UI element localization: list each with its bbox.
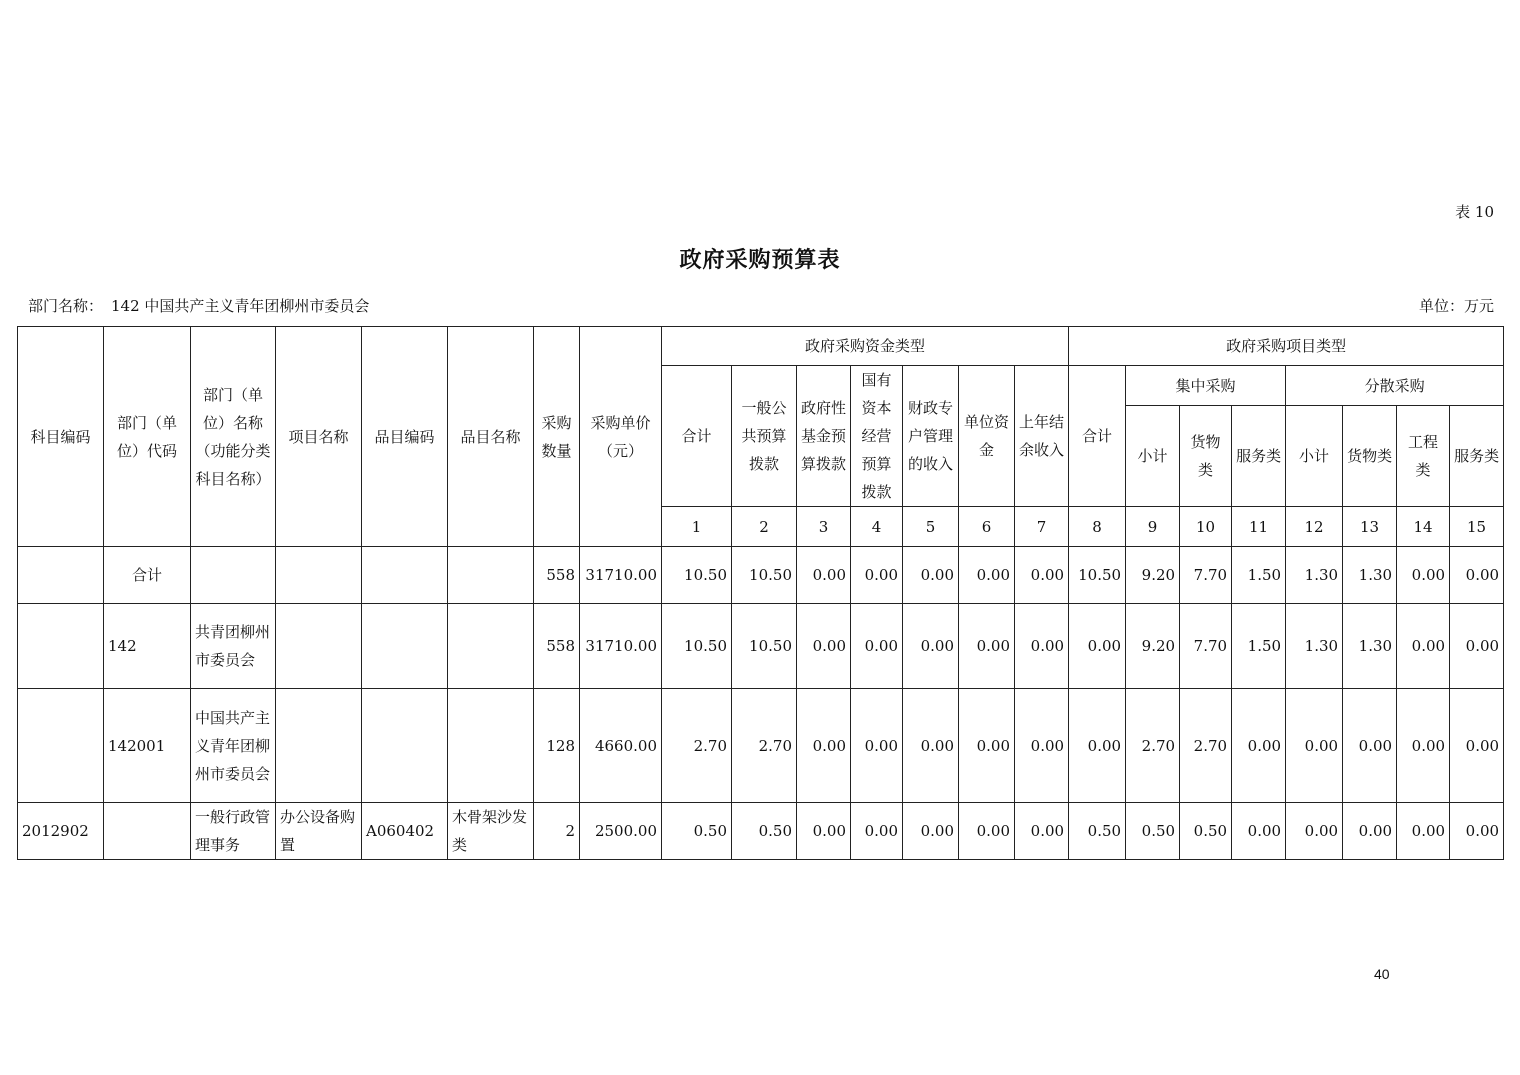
header-fund-type-group: 政府采购资金类型 [662, 327, 1069, 366]
cell-item-name [448, 547, 534, 604]
header-project-type-group: 政府采购项目类型 [1069, 327, 1504, 366]
cell-unit-price: 31710.00 [580, 604, 662, 689]
cell-value: 0.00 [1286, 803, 1343, 860]
cell-item-name [448, 604, 534, 689]
column-number: 6 [959, 507, 1015, 547]
cell-dept-name: 一般行政管理事务 [191, 803, 276, 860]
cell-value: 0.00 [1286, 689, 1343, 803]
header-centralized: 集中采购 [1126, 366, 1286, 406]
table-row-total [18, 547, 1504, 604]
cell-value: 1.30 [1286, 604, 1343, 689]
cell-value: 0.00 [1450, 547, 1504, 604]
cell-value: 10.50 [662, 604, 732, 689]
cell-value: 0.00 [1015, 689, 1069, 803]
cell-value: 0.50 [1126, 803, 1180, 860]
page-title: 政府采购预算表 [679, 247, 841, 273]
cell-value: 1.50 [1232, 604, 1286, 689]
cell-project-name [276, 547, 362, 604]
cell-value: 10.50 [732, 547, 797, 604]
header-prev-balance: 上年结余收入 [1015, 366, 1069, 507]
cell-subject-code [18, 689, 104, 803]
cell-quantity: 558 [534, 604, 580, 689]
column-number: 15 [1450, 507, 1504, 547]
column-number: 14 [1397, 507, 1450, 547]
header-d-engineering: 工程类 [1397, 406, 1450, 507]
cell-item-code [362, 689, 448, 803]
cell-dept-name: 中国共产主义青年团柳州市委员会 [191, 689, 276, 803]
cell-value: 1.30 [1343, 604, 1397, 689]
header-d-goods: 货物类 [1343, 406, 1397, 507]
cell-value: 0.00 [797, 803, 851, 860]
column-number: 1 [662, 507, 732, 547]
header-c-goods: 货物类 [1180, 406, 1232, 507]
header-dept-code: 部门（单位）代码 [104, 327, 191, 547]
cell-item-code [362, 547, 448, 604]
cell-item-code: A060402 [362, 803, 448, 860]
column-number: 3 [797, 507, 851, 547]
cell-value: 0.00 [851, 803, 903, 860]
cell-unit-price: 31710.00 [580, 547, 662, 604]
column-number: 11 [1232, 507, 1286, 547]
unit-label: 单位：万元 [1418, 297, 1494, 315]
cell-dept-code: 142001 [104, 689, 191, 803]
column-number: 13 [1343, 507, 1397, 547]
cell-item-name [448, 689, 534, 803]
table-row [18, 689, 1504, 803]
cell-value: 0.00 [1015, 604, 1069, 689]
cell-value: 0.00 [1069, 604, 1126, 689]
cell-value: 10.50 [662, 547, 732, 604]
header-decentralized: 分散采购 [1286, 366, 1504, 406]
cell-value: 0.00 [1450, 689, 1504, 803]
cell-quantity: 558 [534, 547, 580, 604]
cell-quantity: 128 [534, 689, 580, 803]
header-project-total: 合计 [1069, 366, 1126, 507]
header-gov-fund: 政府性基金预算拨款 [797, 366, 851, 507]
department-line [28, 295, 377, 316]
cell-value: 0.00 [1343, 689, 1397, 803]
cell-value: 1.50 [1232, 547, 1286, 604]
column-number: 9 [1126, 507, 1180, 547]
cell-item-name: 木骨架沙发类 [448, 803, 534, 860]
cell-value: 2.70 [1126, 689, 1180, 803]
header-c-services: 服务类 [1232, 406, 1286, 507]
cell-subject-code [18, 604, 104, 689]
cell-value: 0.00 [797, 547, 851, 604]
table-row [18, 803, 1504, 860]
cell-dept-name: 共青团柳州市委员会 [191, 604, 276, 689]
column-number: 5 [903, 507, 959, 547]
header-general-budget: 一般公共预算拨款 [732, 366, 797, 507]
cell-subject-code: 2012902 [18, 803, 104, 860]
cell-value: 0.00 [851, 604, 903, 689]
column-number: 10 [1180, 507, 1232, 547]
header-fund-total: 合计 [662, 366, 732, 507]
table-number: 表 10 [1455, 203, 1494, 221]
cell-dept-code [104, 803, 191, 860]
cell-value: 0.00 [1397, 689, 1450, 803]
cell-dept-name [191, 547, 276, 604]
department-name: 142 中国共产主义青年团柳州市委员会 [111, 297, 370, 315]
header-d-subtotal: 小计 [1286, 406, 1343, 507]
header-c-subtotal: 小计 [1126, 406, 1180, 507]
cell-value: 10.50 [732, 604, 797, 689]
cell-subject-code [18, 547, 104, 604]
cell-value: 0.50 [732, 803, 797, 860]
cell-value: 9.20 [1126, 547, 1180, 604]
cell-value: 1.30 [1343, 547, 1397, 604]
cell-value: 0.00 [1343, 803, 1397, 860]
cell-unit-price: 4660.00 [580, 689, 662, 803]
header-item-code: 品目编码 [362, 327, 448, 547]
cell-value: 7.70 [1180, 604, 1232, 689]
cell-value: 0.00 [903, 803, 959, 860]
cell-project-name [276, 689, 362, 803]
table-row [18, 604, 1504, 689]
cell-value: 0.00 [1232, 803, 1286, 860]
cell-item-code [362, 604, 448, 689]
cell-value: 0.50 [1069, 803, 1126, 860]
cell-value: 0.00 [1397, 547, 1450, 604]
cell-quantity: 2 [534, 803, 580, 860]
cell-dept-code: 142 [104, 604, 191, 689]
header-dept-name: 部门（单位）名称（功能分类科目名称） [191, 327, 276, 547]
header-item-name: 品目名称 [448, 327, 534, 547]
column-number: 2 [732, 507, 797, 547]
cell-value: 0.00 [903, 547, 959, 604]
column-number: 7 [1015, 507, 1069, 547]
header-d-services: 服务类 [1450, 406, 1504, 507]
cell-project-name: 办公设备购置 [276, 803, 362, 860]
cell-value: 0.00 [1232, 689, 1286, 803]
procurement-budget-table [17, 326, 1504, 860]
page-number: 40 [1374, 966, 1390, 982]
column-number: 4 [851, 507, 903, 547]
cell-unit-price: 2500.00 [580, 803, 662, 860]
cell-value: 0.00 [1450, 604, 1504, 689]
cell-value: 0.00 [959, 604, 1015, 689]
cell-value: 2.70 [1180, 689, 1232, 803]
cell-project-name [276, 604, 362, 689]
header-unit-fund: 单位资金 [959, 366, 1015, 507]
cell-value: 0.00 [851, 689, 903, 803]
column-number: 8 [1069, 507, 1126, 547]
cell-value: 0.00 [797, 604, 851, 689]
department-label: 部门名称： [28, 297, 104, 315]
cell-value: 0.00 [903, 689, 959, 803]
header-quantity: 采购数量 [534, 327, 580, 547]
cell-value: 9.20 [1126, 604, 1180, 689]
cell-value: 0.00 [1397, 803, 1450, 860]
cell-value: 0.00 [903, 604, 959, 689]
header-unit-price: 采购单价（元） [580, 327, 662, 547]
cell-value: 0.00 [1397, 604, 1450, 689]
cell-value: 0.00 [959, 547, 1015, 604]
cell-value: 0.00 [1015, 547, 1069, 604]
cell-value: 0.00 [797, 689, 851, 803]
cell-value: 0.50 [662, 803, 732, 860]
cell-value: 0.00 [851, 547, 903, 604]
cell-value: 0.00 [1015, 803, 1069, 860]
cell-value: 7.70 [1180, 547, 1232, 604]
cell-value: 0.50 [1180, 803, 1232, 860]
column-number: 12 [1286, 507, 1343, 547]
cell-value: 2.70 [662, 689, 732, 803]
header-special-account: 财政专户管理的收入 [903, 366, 959, 507]
cell-value: 10.50 [1069, 547, 1126, 604]
cell-dept-code: 合计 [104, 547, 191, 604]
cell-value: 0.00 [959, 689, 1015, 803]
cell-value: 1.30 [1286, 547, 1343, 604]
cell-value: 2.70 [732, 689, 797, 803]
cell-value: 0.00 [1450, 803, 1504, 860]
header-subject-code: 科目编码 [18, 327, 104, 547]
cell-value: 0.00 [959, 803, 1015, 860]
cell-value: 0.00 [1069, 689, 1126, 803]
header-state-capital: 国有资本经营预算拨款 [851, 366, 903, 507]
header-project-name: 项目名称 [276, 327, 362, 547]
